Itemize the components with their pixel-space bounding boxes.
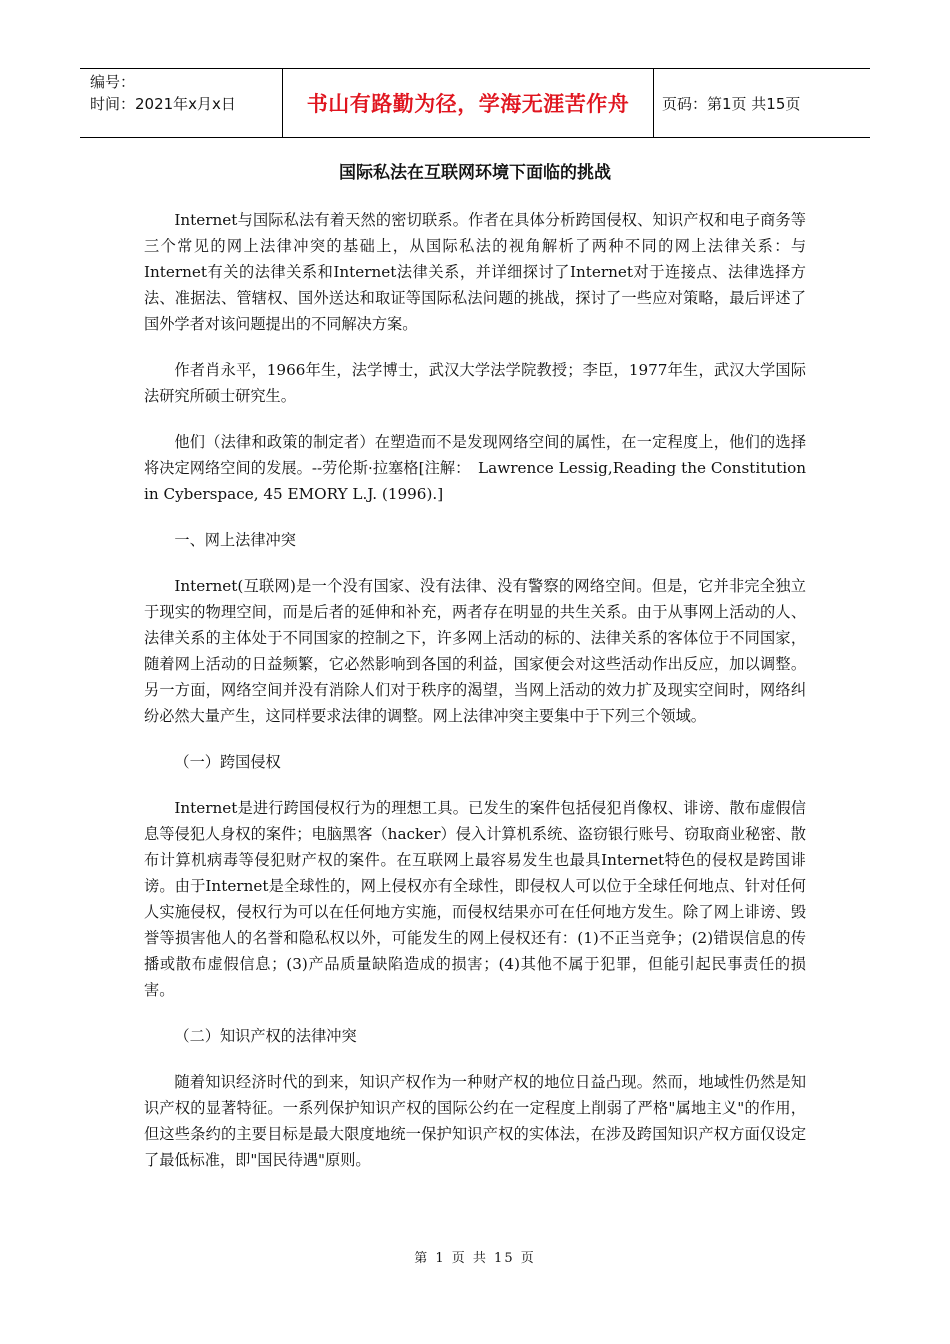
subsection-heading-1: （一）跨国侵权 xyxy=(174,753,281,771)
paragraph-body: Internet是进行跨国侵权行为的理想工具。已发生的案件包括侵犯肖像权、诽谤、散布虚假信息等侵犯人身权的案件；电脑黑客（hacker）侵入计算机系统、盗窃银行账号、窃取商业秘密、散布计算机病毒等侵犯财产权的案件。在互联网上最容易发生也最具Internet特色的侵权是跨国诽谤。由于Internet是全球性的，网上侵权亦有全球性，即侵权人可以位于全球任何地点、针对任何人实施侵权，侵权行为可以在任何地方实施，而侵权结果亦可在任何地方发生。除了网上诽谤、毁誉等损害他人的名誉和隐私权以外，可能发生的网上侵权还有：(1)不正当竞争；(2)错误信息的传播或散布虚假信息；(3)产品质量缺陷造成的损害；(4)其他不属于犯罪，但能引起民事责任的损害。 xyxy=(144,799,806,999)
date-label: 时间：2021年x月x日 xyxy=(90,95,236,113)
page-footer: 第 1 页 共 15 页 xyxy=(414,1251,536,1266)
number-label: 编号： xyxy=(90,73,136,91)
header-motto: 书山有路勤为径，学海无涯苦作舟 xyxy=(282,69,654,137)
header-table xyxy=(80,68,870,138)
section-heading-1: 一、网上法律冲突 xyxy=(174,531,296,549)
header-meta xyxy=(80,69,282,137)
document-body xyxy=(144,207,806,1193)
paragraph-authors: 作者肖永平，1966年生，法学博士，武汉大学法学院教授；李臣，1977年生，武汉大学国际法研究所硕士研究生。 xyxy=(144,361,806,405)
subsection-heading-2: （二）知识产权的法律冲突 xyxy=(174,1027,357,1045)
paragraph-abstract: Internet与国际私法有着天然的密切联系。作者在具体分析跨国侵权、知识产权和电子商务等三个常见的网上法律冲突的基础上，从国际私法的视角解析了两种不同的网上法律关系：与Internet有关的法律关系和Internet法律关系，并详细探讨了Internet对于连接点、法律选择方法、准据法、管辖权、国外送达和取证等国际私法问题的挑战，探讨了一些应对策略，最后评述了国外学者对该问题提出的不同解决方案。 xyxy=(144,211,806,333)
document-title: 国际私法在互联网环境下面临的挑战 xyxy=(339,163,611,183)
paragraph-epigraph: 他们（法律和政策的制定者）在塑造而不是发现网络空间的属性，在一定程度上，他们的选择将决定网络空间的发展。--劳伦斯·拉塞格[注解： Lawrence Lessig,Reading the Constitution in Cyberspace, 45 EMORY L.J. (1996).] xyxy=(144,433,806,503)
paragraph-body: Internet(互联网)是一个没有国家、没有法律、没有警察的网络空间。但是，它并非完全独立于现实的物理空间，而是后者的延伸和补充，两者存在明显的共生关系。由于从事网上活动的人、法律关系的主体处于不同国家的控制之下，许多网上活动的标的、法律关系的客体位于不同国家，随着网上活动的日益频繁，它必然影响到各国的利益，国家便会对这些活动作出反应，加以调整。另一方面，网络空间并没有消除人们对于秩序的渴望，当网上活动的效力扩及现实空间时，网络纠纷必然大量产生，这同样要求法律的调整。网上法律冲突主要集中于下列三个领域。 xyxy=(144,577,806,725)
header-page-code: 页码：第1页 共15页 xyxy=(662,94,801,113)
paragraph-body: 随着知识经济时代的到来，知识产权作为一种财产权的地位日益凸现。然而，地域性仍然是知识产权的显著特征。一系列保护知识产权的国际公约在一定程度上削弱了严格"属地主义"的作用，但这些条约的主要目标是最大限度地统一保护知识产权的实体法，在涉及跨国知识产权方面仅设定了最低标准，即"国民待遇"原则。 xyxy=(144,1073,806,1169)
